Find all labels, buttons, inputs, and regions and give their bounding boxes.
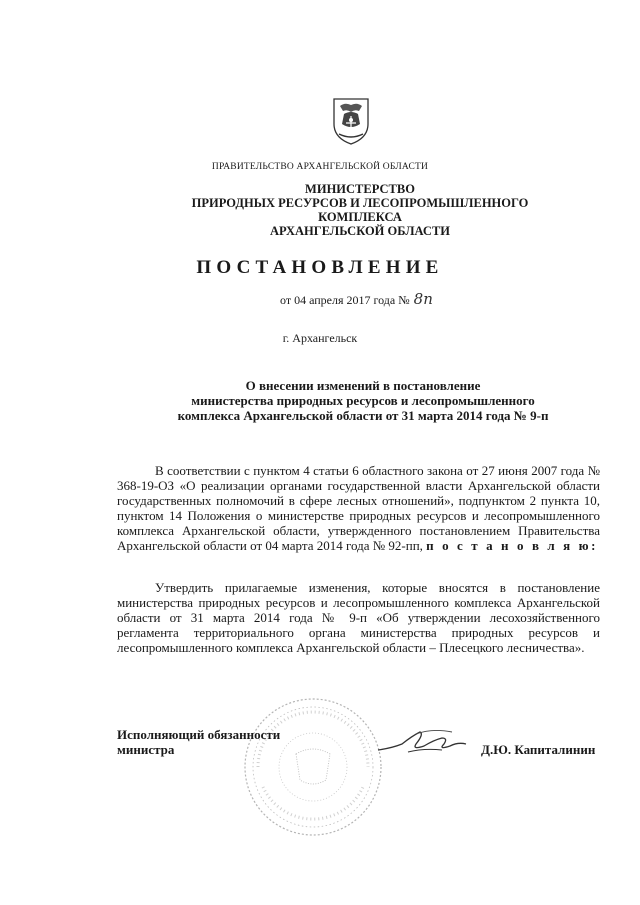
round-seal-stamp [238,692,388,842]
document-title: ПОСТАНОВЛЕНИЕ [196,257,444,278]
document-date [280,290,433,308]
document-city: г. Архангельск [282,331,358,345]
ministry-name [150,182,570,238]
handwritten-signature [372,722,472,762]
subject-line: комплекса Архангельской области от 31 марта 2014 года № 9-п [177,408,549,423]
preamble-text: В соответствии с пунктом 4 статьи 6 областного закона от 27 июня 2007 года № 368-19-ОЗ «О реализации органами государственной власти Архангельской области государственных полномочий в сфере лесных отношений», подпунктом 2 пункта 10, пунктом 14 Положения о министерстве природных ресурсов и лесопромышленного комплекса Архангельской области, утвержденного постановлением Правительства Архангельской области от 04 марта 2014 года № 92-пп, [117,463,600,553]
subject-line: О внесении изменений в постановление [245,378,481,393]
signatory-position [117,727,280,757]
position-line: Исполняющий обязанности [117,727,281,742]
subject-line: министерства природных ресурсов и лесопромышленного [191,393,535,408]
handwritten-number: 8п [413,290,433,308]
date-line: от 04 апреля 2017 года № [280,293,410,307]
ministry-line: МИНИСТЕРСТВО [305,182,415,196]
ministry-line: ПРИРОДНЫХ РЕСУРСОВ И ЛЕСОПРОМЫШЛЕННОГО КОМПЛЕКСА [191,196,529,224]
signatory-name: Д.Ю. Капиталинин [481,742,596,757]
government-name: ПРАВИТЕЛЬСТВО АРХАНГЕЛЬСКОЙ ОБЛАСТИ [211,162,429,172]
decree-word: п о с т а н о в л я ю: [426,538,599,553]
document-subject [148,378,578,423]
position-line: министра [117,742,175,757]
coat-of-arms-icon [329,96,373,146]
ministry-line: АРХАНГЕЛЬСКОЙ ОБЛАСТИ [270,224,450,238]
resolution-paragraph: Утвердить прилагаемые изменения, которые вносятся в постановление министерства природных ресурсов и лесопромышленного комплекса Архангельской области от 31 марта 2014 года № 9-п «Об утверждении лесохозяйственного регламента территориального органа министерства природных ресурсов и лесопромышленного комплекса Архангельской области – Плесецкого лесничества». [117,580,600,655]
preamble-paragraph [117,463,600,553]
